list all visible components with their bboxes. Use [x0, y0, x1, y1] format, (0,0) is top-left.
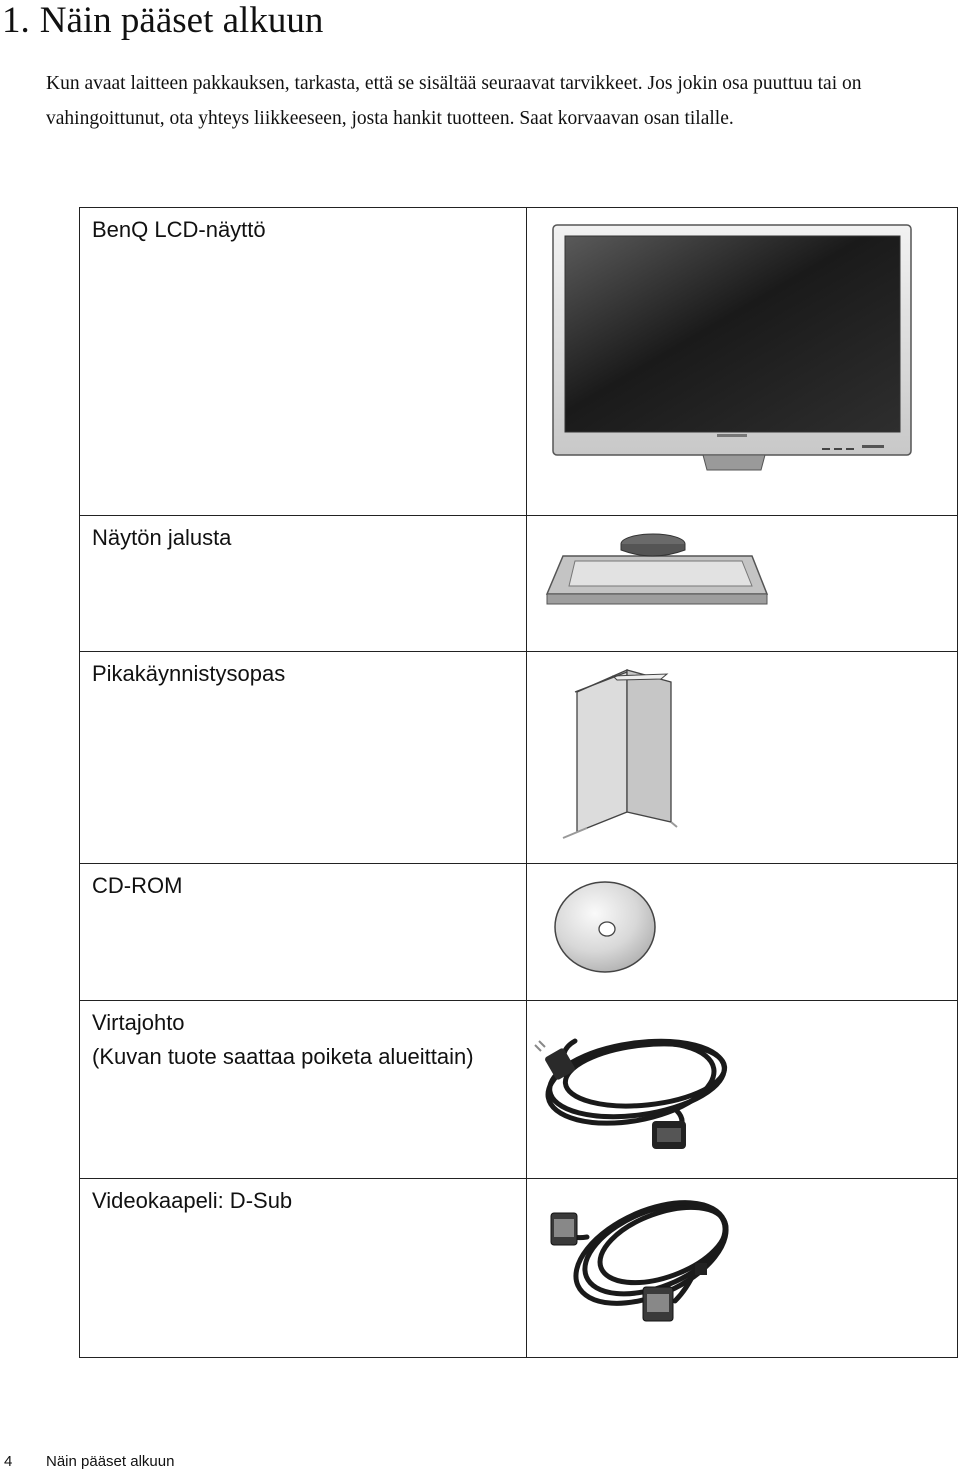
- item-label: Näytön jalusta: [80, 516, 527, 652]
- item-label-group: [80, 1001, 527, 1179]
- footer-title: Näin pääset alkuun: [46, 1453, 175, 1470]
- item-label: CD-ROM: [80, 864, 527, 1001]
- table-row: [80, 864, 958, 1001]
- item-image-cell: [527, 208, 958, 516]
- item-image-cell: [527, 516, 958, 652]
- item-label: Pikakäynnistysopas: [80, 652, 527, 864]
- item-label: Videokaapeli: D-Sub: [80, 1179, 527, 1358]
- item-image-cell: [527, 652, 958, 864]
- cd-rom-icon: [527, 864, 960, 999]
- quick-start-guide-icon: [527, 652, 960, 862]
- table-row: [80, 1179, 958, 1358]
- monitor-stand-icon: [527, 516, 960, 650]
- package-contents-table: [79, 207, 958, 1358]
- table-row: [80, 516, 958, 652]
- intro-paragraph: Kun avaat laitteen pakkauksen, tarkasta, että se sisältää seuraavat tarvikkeet. Jos jokin osa puuttuu tai on vahingoittunut, ota yhteys liikkeeseen, josta hankit tuotteen. Saat korvaavan osan tilalle.: [46, 73, 862, 129]
- page-number: 4: [4, 1453, 13, 1470]
- item-label: Virtajohto: [92, 1010, 185, 1035]
- section-number: 1.: [2, 0, 30, 41]
- item-image-cell: [527, 864, 958, 1001]
- item-image-cell: [527, 1179, 958, 1358]
- table-row: [80, 208, 958, 516]
- section-title: Näin pääset alkuun: [39, 0, 324, 41]
- power-cord-icon: [527, 1001, 960, 1177]
- section-heading: [2, 0, 323, 42]
- d-sub-cable-icon: [527, 1179, 960, 1356]
- item-note: (Kuvan tuote saattaa poiketa alueittain): [92, 1044, 474, 1069]
- table-row: [80, 652, 958, 864]
- lcd-monitor-icon: [527, 208, 960, 514]
- item-label: BenQ LCD-näyttö: [80, 208, 527, 516]
- table-row: [80, 1001, 958, 1179]
- item-image-cell: [527, 1001, 958, 1179]
